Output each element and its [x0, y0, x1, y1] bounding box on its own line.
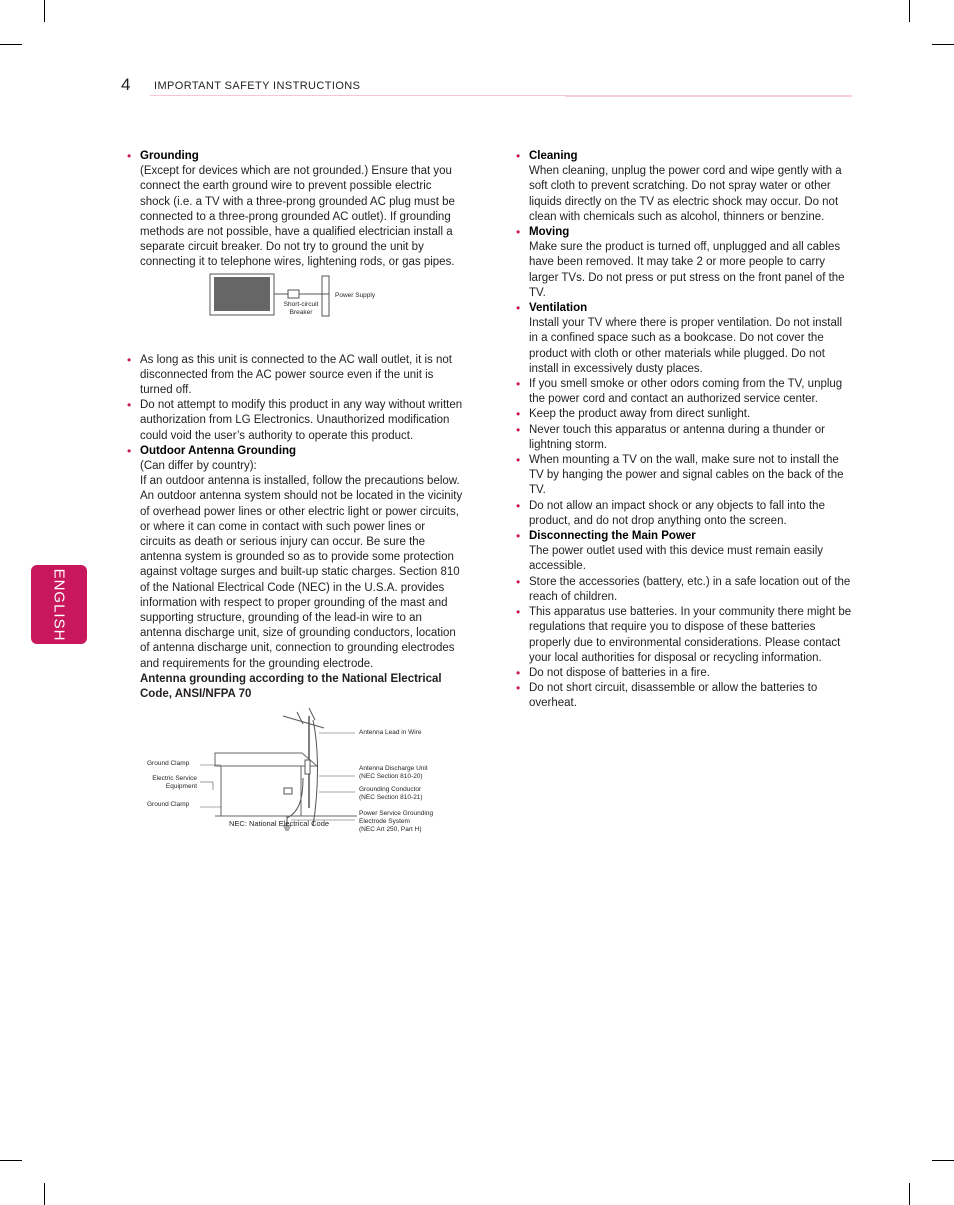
antenna-body-1: (Can differ by country): — [140, 460, 257, 473]
crop-mark — [44, 1183, 45, 1205]
electric-service-label: Electric Service Equipment — [152, 775, 197, 791]
bullet-icon: • — [127, 149, 132, 163]
impact-item — [516, 499, 852, 529]
nec-caption: NEC: National Electrical Code — [229, 819, 330, 829]
antenna-body-2: If an outdoor antenna is installed, follow the precautions below. An outdoor antenna system should not be located in the vicinity of overhead power lines or other electric light or power circuits, or where it can come in contact with such power lines or circuits as death or serious injury can occur. Be sure the antenna system is grounded so as to provide some protection against voltage surges and built-up static charges. Section 810 of the National Electrical Code (NEC) in the U.S.A. provides information with respect to proper grounding of the mast and supporting structure, grounding of the lead-in wire to an antenna discharge unit, size of grounding conductors, location of antenna discharge unit, connection to grounding electrodes and requirements for the grounding electrode. — [140, 475, 463, 670]
crop-mark — [909, 1183, 910, 1205]
short-circuit-item — [516, 681, 852, 711]
batteries-text: This apparatus use batteries. In your community there might be regulations that require you to dispose of these batteries properly due to environmental considerations. Please contact your local authorities for disposal or recycling information. — [529, 606, 852, 664]
sunlight-item — [516, 407, 852, 422]
language-tab — [31, 565, 87, 644]
sunlight-text: Keep the product away from direct sunlight. — [529, 408, 751, 421]
bullet-icon: • — [516, 377, 521, 392]
bullet-icon: • — [516, 453, 521, 468]
bullet-icon: • — [516, 149, 521, 163]
antenna-subheading: Antenna grounding according to the National Electrical Code, ANSI/NFPA 70 — [140, 672, 442, 701]
accessories-item — [516, 575, 852, 605]
bullet-icon: • — [516, 422, 521, 437]
wall-mount-item — [516, 453, 852, 499]
bullet-icon: • — [516, 665, 521, 680]
fire-text: Do not dispose of batteries in a fire. — [529, 666, 710, 679]
grounding-conductor-label: Grounding Conductor (NEC Section 810-21) — [359, 786, 423, 802]
bullet-icon: • — [127, 443, 132, 458]
crop-mark — [0, 1160, 22, 1161]
antenna-figure — [127, 708, 463, 860]
grounding-body: (Except for devices which are not grounded.) Ensure that you connect the earth ground wire to prevent possible electric shock (i.e. a TV with a three-prong grounded AC plug must be connected to a three-prong grounded AC outlet). If grounding methods are not possible, have a qualified electrician install a separate circuit breaker. Do not try to ground the unit by connecting it to telephone wires, lightening rods, or gas pipes. — [140, 165, 455, 269]
bullet-icon: • — [127, 352, 132, 367]
left-column — [127, 149, 463, 860]
batteries-item — [516, 605, 852, 666]
bullet-icon: • — [516, 681, 521, 696]
impact-text: Do not allow an impact shock or any objects to fall into the product, and do not drop anything onto the screen. — [529, 499, 825, 527]
right-column — [516, 149, 852, 712]
ground-clamp-top-label: Ground Clamp — [147, 760, 190, 768]
modify-text: Do not attempt to modify this product in any way without written authorization from LG Electronics. Unauthorized modification could void the user’s authority to operate this product. — [140, 399, 463, 442]
grounding-electrode-label: Power Service Grounding Electrode System (NEC Art 250, Part H) — [359, 810, 434, 834]
lead-in-label: Antenna Lead in Wire — [359, 729, 422, 737]
page-number: 4 — [121, 75, 131, 94]
wall-mount-text: When mounting a TV on the wall, make sure not to install the TV by hanging the power and signal cables on the back of the TV. — [529, 454, 844, 497]
bullet-icon: • — [516, 225, 521, 240]
antenna-heading: Outdoor Antenna Grounding — [140, 444, 297, 457]
thunder-item — [516, 423, 852, 453]
cleaning-body: When cleaning, unplug the power cord and wipe gently with a soft cloth to prevent scratching. Do not spray water or other liquids directly on the TV as electric shock may occur. Do not clean with chemicals such as alcohol, thinners or benzine. — [529, 165, 842, 223]
moving-body: Make sure the product is turned off, unplugged and all cables have been removed. It may take 2 or more people to carry larger TVs. Do not press or put stress on the front panel of the TV. — [529, 241, 845, 299]
disconnect-body: The power outlet used with this device must remain easily accessible. — [529, 545, 824, 573]
ground-clamp-bottom-label: Ground Clamp — [147, 801, 190, 809]
crop-mark — [932, 44, 954, 45]
crop-mark — [909, 0, 910, 22]
cleaning-heading: Cleaning — [529, 150, 578, 162]
bullet-icon: • — [516, 498, 521, 513]
grounding-item — [127, 149, 463, 271]
accessories-text: Store the accessories (battery, etc.) in a safe location out of the reach of children. — [529, 575, 851, 603]
grounding-figure — [127, 271, 463, 353]
smoke-text: If you smell smoke or other odors coming from the TV, unplug the power cord and contact an authorized service center. — [529, 378, 843, 406]
ventilation-body: Install your TV where there is proper ventilation. Do not install in a confined space such as a bookcase. Do not cover the product with cloth or other materials while plugged. Do not install in excessively dusty places. — [529, 317, 842, 375]
bullet-icon: • — [516, 574, 521, 589]
ventilation-heading: Ventilation — [529, 302, 588, 315]
bullet-icon: • — [516, 301, 521, 316]
moving-heading: Moving — [529, 226, 570, 239]
bullet-icon: • — [516, 605, 521, 620]
ac-wall-text: As long as this unit is connected to the AC wall outlet, it is not disconnected from the AC power source even if the unit is turned off. — [140, 353, 452, 397]
cleaning-item — [516, 149, 852, 225]
short-circuit-text: Do not short circuit, disassemble or allow the batteries to overheat. — [529, 682, 818, 710]
ventilation-item — [516, 301, 852, 377]
power-supply-label: Power Supply — [335, 291, 376, 299]
disconnect-heading: Disconnecting the Main Power — [529, 530, 696, 543]
bullet-icon: • — [516, 407, 521, 422]
bullet-icon: • — [516, 529, 521, 544]
modify-item — [127, 398, 463, 444]
moving-item — [516, 225, 852, 301]
thunder-text: Never touch this apparatus or antenna during a thunder or lightning storm. — [529, 423, 825, 451]
header-rule-accent — [565, 95, 852, 97]
smoke-item — [516, 377, 852, 407]
grounding-heading: Grounding — [140, 150, 199, 162]
section-title: IMPORTANT SAFETY INSTRUCTIONS — [154, 80, 361, 92]
disconnect-item — [516, 529, 852, 575]
discharge-unit-label: Antenna Discharge Unit (NEC Section 810-20) — [359, 765, 428, 781]
bullet-icon: • — [127, 398, 132, 413]
crop-mark — [932, 1160, 954, 1161]
antenna-item — [127, 444, 463, 672]
crop-mark — [44, 0, 45, 22]
breaker-label: Short-circuit Breaker — [283, 300, 319, 316]
ac-wall-item — [127, 353, 463, 399]
crop-mark — [0, 44, 22, 45]
fire-item — [516, 666, 852, 681]
language-tab-label: ENGLISH — [50, 568, 68, 641]
